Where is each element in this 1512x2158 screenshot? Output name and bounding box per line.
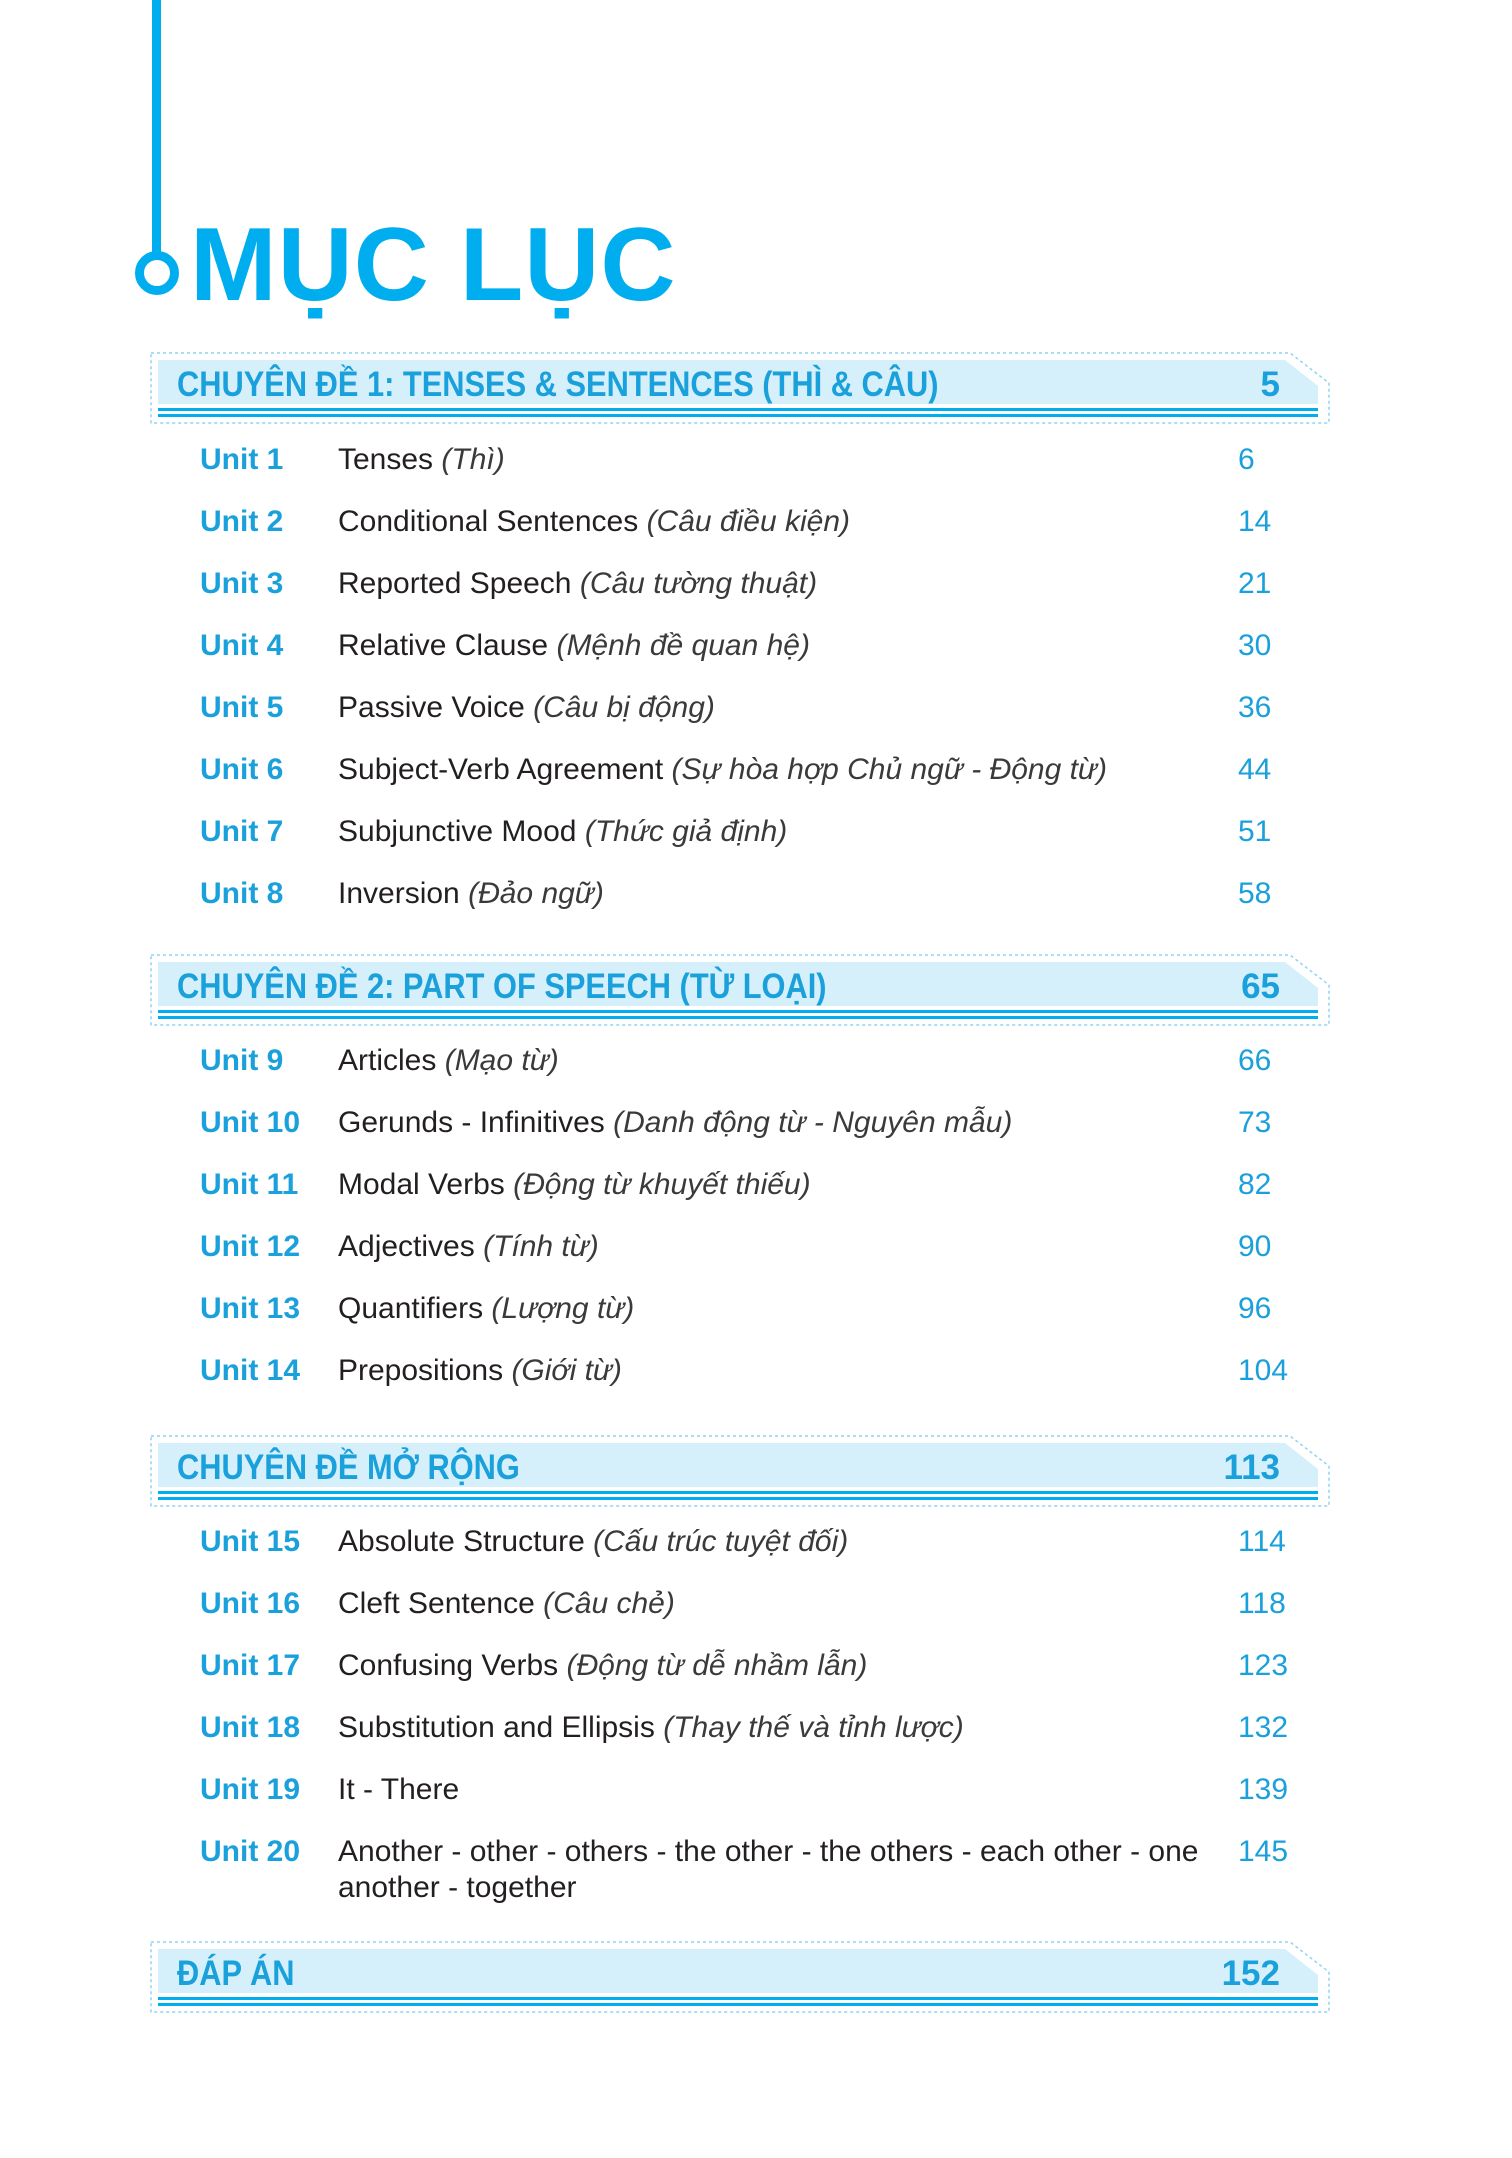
section-page-number: 5: [1260, 365, 1280, 404]
toc-entry[interactable]: [0, 1043, 1512, 1105]
entry-title-vi: (Động từ dễ nhầm lẫn): [566, 1649, 868, 1682]
decorative-ring: [135, 251, 179, 295]
entry-page-number: 123: [1238, 1649, 1289, 1682]
entry-title: [338, 1524, 1218, 1560]
unit-label: Unit 12: [200, 1230, 301, 1263]
entry-title: [338, 504, 1218, 540]
section-header[interactable]: [150, 352, 1330, 424]
entry-title: [338, 442, 1218, 478]
entry-title: [338, 566, 1218, 602]
entry-page-number: 139: [1238, 1773, 1289, 1806]
entry-title-vi: (Câu điều kiện): [646, 505, 850, 538]
entry-title-vi: (Câu bị động): [533, 691, 715, 724]
entry-title-en: Reported Speech: [338, 567, 572, 600]
entry-title-vi: (Thì): [441, 443, 505, 476]
entry-page-number: 73: [1238, 1106, 1272, 1139]
entry-title: [338, 690, 1218, 726]
entry-title-vi: (Sự hòa hợp Chủ ngữ - Động từ): [671, 753, 1107, 786]
unit-label: Unit 15: [200, 1525, 301, 1558]
entry-title: [338, 1229, 1218, 1265]
entry-page-number: 145: [1238, 1835, 1289, 1868]
unit-label: Unit 1: [200, 443, 284, 476]
entry-title-en: It - There: [338, 1773, 460, 1806]
entry-title: [338, 752, 1218, 788]
section-title: CHUYÊN ĐỀ 2: PART OF SPEECH (TỪ LOẠI): [177, 967, 827, 1006]
decorative-vertical-line: [152, 0, 161, 254]
toc-entry[interactable]: [0, 628, 1512, 690]
entry-title: [338, 1710, 1218, 1746]
toc-entry[interactable]: [0, 752, 1512, 814]
section-page-number: 65: [1241, 967, 1280, 1006]
entry-page-number: 66: [1238, 1044, 1272, 1077]
entry-title-vi: (Câu tường thuật): [579, 567, 818, 600]
section-header[interactable]: [150, 1435, 1330, 1507]
section-header[interactable]: [150, 954, 1330, 1026]
entry-title: [338, 1648, 1218, 1684]
entry-title-en: Prepositions: [338, 1354, 504, 1387]
section-title: CHUYÊN ĐỀ MỞ RỘNG: [177, 1448, 520, 1487]
unit-label: Unit 17: [200, 1649, 301, 1682]
unit-label: Unit 8: [200, 877, 284, 910]
entry-title-en: Confusing Verbs: [338, 1649, 559, 1682]
unit-label: Unit 3: [200, 567, 284, 600]
entry-title-en: Passive Voice: [338, 691, 525, 724]
toc-entry[interactable]: [0, 1524, 1512, 1586]
entry-title: [338, 876, 1218, 912]
unit-label: Unit 13: [200, 1292, 301, 1325]
entry-title-vi: (Thức giả định): [584, 815, 788, 848]
entry-page-number: 82: [1238, 1168, 1272, 1201]
entry-page-number: 58: [1238, 877, 1272, 910]
entry-title: [338, 1772, 1218, 1808]
entry-page-number: 44: [1238, 753, 1272, 786]
entry-title: [338, 1586, 1218, 1622]
entry-title-vi: (Giới từ): [511, 1354, 622, 1387]
entry-title-vi: (Động từ khuyết thiếu): [513, 1168, 811, 1201]
section-header[interactable]: [150, 1941, 1330, 2013]
toc-entry[interactable]: [0, 1167, 1512, 1229]
entry-page-number: 114: [1238, 1525, 1286, 1558]
entry-title: [338, 1043, 1218, 1079]
entry-title-vi: (Tính từ): [483, 1230, 599, 1263]
section-title: ĐÁP ÁN: [177, 1954, 295, 1993]
entry-page-number: 14: [1238, 505, 1272, 538]
unit-label: Unit 18: [200, 1711, 301, 1744]
toc-entry[interactable]: [0, 566, 1512, 628]
entry-title: [338, 1291, 1218, 1327]
entry-title-en: Gerunds - Infinitives: [338, 1106, 605, 1139]
unit-label: Unit 19: [200, 1773, 301, 1806]
toc-entry[interactable]: [0, 1291, 1512, 1353]
entry-title-en: Substitution and Ellipsis: [338, 1711, 655, 1744]
entry-title-vi: (Cấu trúc tuyệt đối): [593, 1525, 849, 1558]
section-title: CHUYÊN ĐỀ 1: TENSES & SENTENCES (THÌ & CÂU): [177, 365, 939, 404]
entry-title-en: Adjectives: [338, 1230, 475, 1263]
toc-entry[interactable]: [0, 1105, 1512, 1167]
section-band: [150, 1941, 1330, 2013]
unit-label: Unit 2: [200, 505, 284, 538]
entry-title-en: Subject-Verb Agreement: [338, 753, 664, 786]
entry-title-en: Subjunctive Mood: [338, 815, 577, 848]
entry-title-en: Another - other - others - the other - the others - each other - one another - together: [338, 1835, 1199, 1904]
toc-entry[interactable]: [0, 1229, 1512, 1291]
entry-page-number: 36: [1238, 691, 1272, 724]
section-page-number: 113: [1223, 1448, 1280, 1487]
toc-entry[interactable]: [0, 442, 1512, 504]
entry-page-number: 118: [1238, 1587, 1286, 1620]
unit-label: Unit 14: [200, 1354, 301, 1387]
unit-label: Unit 4: [200, 629, 284, 662]
entry-title-en: Cleft Sentence: [338, 1587, 535, 1620]
unit-label: Unit 20: [200, 1835, 301, 1868]
entry-title-en: Conditional Sentences: [338, 505, 639, 538]
entry-title-en: Relative Clause: [338, 629, 549, 662]
entry-title: [338, 628, 1218, 664]
toc-entry[interactable]: [0, 1353, 1512, 1415]
unit-label: Unit 9: [200, 1044, 284, 1077]
entry-page-number: 51: [1238, 815, 1272, 848]
entry-title-en: Tenses: [338, 443, 434, 476]
entry-title-en: Inversion: [338, 877, 460, 910]
entry-page-number: 90: [1238, 1230, 1272, 1263]
entry-title-vi: (Mạo từ): [444, 1044, 559, 1077]
entry-title-en: Articles: [338, 1044, 437, 1077]
entry-title-en: Modal Verbs: [338, 1168, 505, 1201]
entry-title: [338, 1167, 1218, 1203]
toc-entry[interactable]: [0, 690, 1512, 752]
toc-entry[interactable]: [0, 876, 1512, 938]
toc-entry[interactable]: [0, 504, 1512, 566]
entry-title-vi: (Đảo ngữ): [468, 877, 604, 910]
entry-page-number: 30: [1238, 629, 1272, 662]
entry-title-vi: (Lượng từ): [491, 1292, 635, 1325]
entry-page-number: 21: [1238, 567, 1272, 600]
entry-title-en: Quantifiers: [338, 1292, 484, 1325]
entry-title: [338, 1105, 1218, 1141]
entry-page-number: 6: [1238, 443, 1255, 476]
toc-entry[interactable]: [0, 1586, 1512, 1648]
entry-page-number: 132: [1238, 1711, 1289, 1744]
toc-entry[interactable]: [0, 1648, 1512, 1710]
entry-title-vi: (Câu chẻ): [543, 1587, 675, 1620]
entry-title-vi: (Thay thế và tỉnh lược): [663, 1711, 964, 1744]
entry-title-en: Absolute Structure: [338, 1525, 585, 1558]
unit-label: Unit 11: [200, 1168, 299, 1201]
toc-entry[interactable]: [0, 1834, 1512, 1914]
entry-page-number: 104: [1238, 1354, 1289, 1387]
entry-title: [338, 1834, 1218, 1906]
toc-entry[interactable]: [0, 1710, 1512, 1772]
entry-title: [338, 814, 1218, 850]
entry-title: [338, 1353, 1218, 1389]
entry-title-vi: (Mệnh đề quan hệ): [556, 629, 810, 662]
toc-entry[interactable]: [0, 1772, 1512, 1834]
unit-label: Unit 6: [200, 753, 284, 786]
entry-title-vi: (Danh động từ - Nguyên mẫu): [613, 1106, 1013, 1139]
section-page-number: 152: [1221, 1954, 1280, 1993]
toc-entry[interactable]: [0, 814, 1512, 876]
unit-label: Unit 5: [200, 691, 284, 724]
entry-page-number: 96: [1238, 1292, 1272, 1325]
unit-label: Unit 16: [200, 1587, 301, 1620]
unit-label: Unit 10: [200, 1106, 301, 1139]
page-title: MỤC LỤC: [190, 207, 677, 323]
unit-label: Unit 7: [200, 815, 284, 848]
